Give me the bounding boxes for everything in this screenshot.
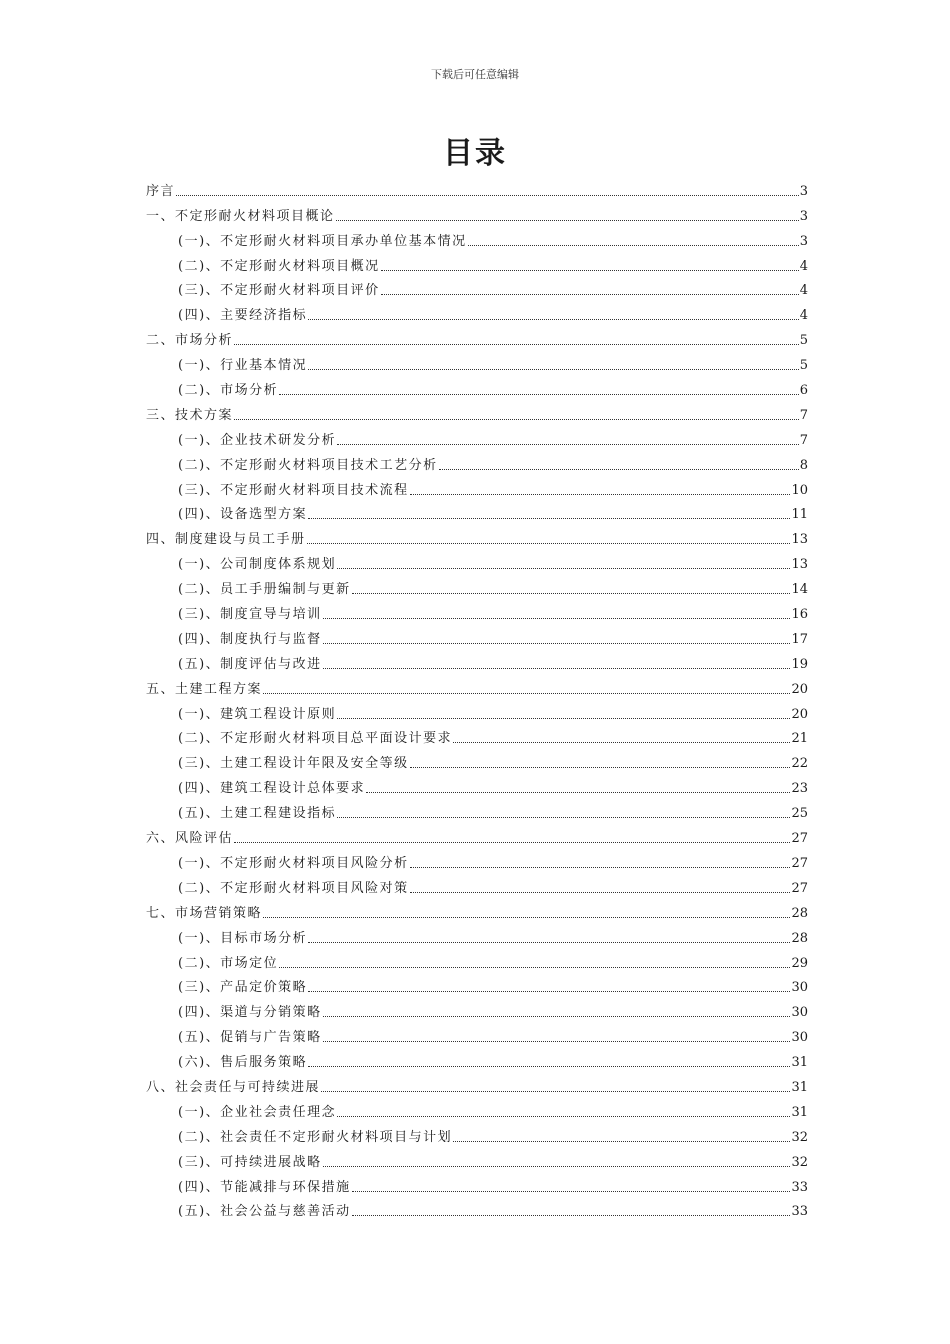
toc-entry[interactable] (146, 424, 808, 449)
toc-page-number: 4 (799, 258, 808, 274)
toc-page-number: 5 (799, 333, 808, 349)
toc-dot-leader (263, 693, 790, 694)
page-title: 目录 (443, 136, 507, 171)
toc-page-number: 33 (791, 1204, 808, 1220)
toc-page-number: 27 (791, 831, 808, 847)
toc-page-number: 28 (791, 905, 808, 921)
toc-entry[interactable] (146, 573, 808, 598)
toc-entry[interactable] (146, 474, 808, 499)
toc-page-number: 30 (791, 1030, 808, 1046)
toc-dot-leader (323, 618, 791, 619)
toc-dot-leader (381, 270, 799, 271)
toc-entry-text: (二)、不定形耐火材料项目总平面设计要求 (178, 731, 453, 747)
toc-entry[interactable] (146, 598, 808, 623)
toc-dot-leader (307, 543, 791, 544)
toc-dot-leader (352, 1215, 791, 1216)
toc-entry-text: 七、市场营销策略 (146, 905, 263, 921)
toc-entry[interactable] (146, 922, 808, 947)
toc-entry-text: (二)、市场分析 (178, 383, 279, 399)
toc-entry[interactable] (146, 548, 808, 573)
toc-dot-leader (308, 991, 790, 992)
toc-dot-leader (308, 518, 790, 519)
toc-entry-text: 二、市场分析 (146, 333, 234, 349)
toc-entry-text: (一)、目标市场分析 (178, 930, 308, 946)
toc-entry[interactable] (146, 299, 808, 324)
toc-entry[interactable] (146, 374, 808, 399)
toc-entry-text: (三)、不定形耐火材料项目评价 (178, 283, 380, 299)
toc-entry-text: (三)、土建工程设计年限及安全等级 (178, 756, 409, 772)
toc-page-number: 20 (791, 706, 808, 722)
toc-dot-leader (263, 917, 790, 918)
toc-page-number: 5 (799, 358, 808, 374)
toc-dot-leader (337, 817, 790, 818)
toc-dot-leader (234, 419, 799, 420)
toc-dot-leader (308, 942, 790, 943)
toc-entry[interactable] (146, 1196, 808, 1221)
toc-entry-text: (三)、产品定价策略 (178, 980, 308, 996)
toc-entry[interactable] (146, 847, 808, 872)
toc-dot-leader (410, 867, 791, 868)
toc-page-number: 31 (791, 1079, 808, 1095)
toc-entry-text: (四)、建筑工程设计总体要求 (178, 781, 366, 797)
toc-page-number: 31 (791, 1104, 808, 1120)
toc-dot-leader (410, 767, 791, 768)
toc-dot-leader (323, 643, 791, 644)
toc-entry-text: (二)、市场定位 (178, 955, 279, 971)
toc-entry[interactable] (146, 1146, 808, 1171)
toc-page-number: 21 (791, 731, 808, 747)
toc-entry-text: (三)、不定形耐火材料项目技术流程 (178, 482, 409, 498)
toc-entry[interactable] (146, 349, 808, 374)
toc-page-number: 3 (799, 208, 808, 224)
toc-dot-leader (410, 892, 791, 893)
header-note: 下载后可任意编辑 (431, 68, 519, 81)
toc-entry-text: 八、社会责任与可持续进展 (146, 1079, 321, 1095)
toc-entry[interactable] (146, 947, 808, 972)
toc-entry-text: (二)、员工手册编制与更新 (178, 582, 351, 598)
toc-dot-leader (234, 842, 790, 843)
toc-entry[interactable] (146, 250, 808, 275)
toc-entry-text: (一)、公司制度体系规划 (178, 557, 337, 573)
toc-page-number: 6 (799, 383, 808, 399)
toc-dot-leader (337, 1116, 790, 1117)
toc-dot-leader (439, 469, 799, 470)
toc-dot-leader (352, 1191, 791, 1192)
toc-dot-leader (410, 494, 791, 495)
toc-entry[interactable] (146, 698, 808, 723)
toc-entry[interactable] (146, 772, 808, 797)
toc-entry-text: (四)、渠道与分销策略 (178, 1005, 322, 1021)
toc-entry-text: (三)、制度宣导与培训 (178, 607, 322, 623)
toc-entry[interactable] (146, 324, 808, 349)
toc-dot-leader (279, 967, 790, 968)
toc-entry[interactable] (146, 723, 808, 748)
toc-page-number: 3 (799, 233, 808, 249)
toc-entry-text: 四、制度建设与员工手册 (146, 532, 306, 548)
toc-dot-leader (337, 444, 799, 445)
toc-page-number: 14 (791, 582, 808, 598)
toc-page-number: 19 (791, 656, 808, 672)
toc-page-number: 7 (799, 432, 808, 448)
toc-entry[interactable] (146, 1171, 808, 1196)
toc-page-number: 31 (791, 1055, 808, 1071)
toc-page-number: 27 (791, 880, 808, 896)
toc-dot-leader (321, 1091, 790, 1092)
toc-entry-text: (四)、节能减排与环保措施 (178, 1179, 351, 1195)
toc-entry-text: 三、技术方案 (146, 407, 234, 423)
toc-dot-leader (337, 568, 790, 569)
toc-dot-leader (308, 369, 799, 370)
toc-entry[interactable] (146, 225, 808, 250)
toc-entry[interactable] (146, 897, 808, 922)
toc-entry[interactable] (146, 449, 808, 474)
toc-entry[interactable] (146, 499, 808, 524)
toc-dot-leader (381, 294, 799, 295)
toc-dot-leader (308, 319, 799, 320)
toc-entry-text: (六)、售后服务策略 (178, 1055, 308, 1071)
toc-entry[interactable] (146, 275, 808, 300)
toc-page-number: 29 (791, 955, 808, 971)
toc-dot-leader (366, 792, 790, 793)
toc-entry-text: (五)、制度评估与改进 (178, 656, 322, 672)
toc-page-number: 33 (791, 1179, 808, 1195)
toc-page-number: 16 (791, 607, 808, 623)
toc-dot-leader (453, 1141, 790, 1142)
toc-page-number: 32 (791, 1154, 808, 1170)
toc-entry-text: (二)、不定形耐火材料项目风险对策 (178, 880, 409, 896)
toc-entry[interactable] (146, 648, 808, 673)
toc-entry-text: (一)、行业基本情况 (178, 358, 308, 374)
toc-entry[interactable] (146, 872, 808, 897)
toc-dot-leader (352, 593, 791, 594)
toc-entry[interactable] (146, 1071, 808, 1096)
toc-entry[interactable] (146, 972, 808, 997)
toc-entry[interactable] (146, 523, 808, 548)
toc-page-number: 30 (791, 980, 808, 996)
toc-page-number: 17 (791, 631, 808, 647)
toc-entry-text: 序言 (146, 183, 176, 199)
toc-dot-leader (336, 220, 799, 221)
toc-entry-text: 五、土建工程方案 (146, 681, 263, 697)
toc-entry[interactable] (146, 175, 808, 200)
toc-page-number: 4 (799, 308, 808, 324)
toc-dot-leader (468, 245, 799, 246)
toc-entry-text: (五)、土建工程建设指标 (178, 806, 337, 822)
toc-page-number: 20 (791, 681, 808, 697)
table-of-contents (146, 175, 808, 1220)
toc-dot-leader (176, 195, 799, 196)
toc-entry-text: (一)、企业社会责任理念 (178, 1104, 337, 1120)
toc-entry-text: (二)、不定形耐火材料项目概况 (178, 258, 380, 274)
toc-page-number: 13 (791, 557, 808, 573)
toc-entry[interactable] (146, 822, 808, 847)
toc-page-number: 22 (791, 756, 808, 772)
toc-dot-leader (337, 718, 790, 719)
toc-entry-text: (四)、主要经济指标 (178, 308, 308, 324)
toc-entry[interactable] (146, 623, 808, 648)
toc-entry-text: (二)、社会责任不定形耐火材料项目与计划 (178, 1129, 453, 1145)
toc-entry-text: (三)、可持续进展战略 (178, 1154, 322, 1170)
toc-page-number: 10 (791, 482, 808, 498)
toc-entry-text: (四)、设备选型方案 (178, 507, 308, 523)
toc-page-number: 23 (791, 781, 808, 797)
toc-entry[interactable] (146, 1096, 808, 1121)
toc-entry-text: 一、不定形耐火材料项目概论 (146, 208, 335, 224)
toc-entry[interactable] (146, 996, 808, 1021)
toc-dot-leader (453, 742, 790, 743)
toc-page-number: 3 (799, 183, 808, 199)
toc-dot-leader (308, 1066, 790, 1067)
toc-page-number: 11 (791, 507, 808, 523)
toc-entry[interactable] (146, 797, 808, 822)
toc-page-number: 27 (791, 855, 808, 871)
toc-entry-text: (一)、不定形耐火材料项目承办单位基本情况 (178, 233, 467, 249)
toc-entry[interactable] (146, 747, 808, 772)
toc-dot-leader (323, 668, 791, 669)
toc-dot-leader (279, 394, 799, 395)
toc-page-number: 13 (791, 532, 808, 548)
toc-entry[interactable] (146, 200, 808, 225)
toc-entry[interactable] (146, 673, 808, 698)
toc-entry-text: (五)、社会公益与慈善活动 (178, 1204, 351, 1220)
toc-dot-leader (323, 1016, 791, 1017)
toc-entry-text: (四)、制度执行与监督 (178, 631, 322, 647)
toc-page-number: 7 (799, 407, 808, 423)
toc-page-number: 32 (791, 1129, 808, 1145)
toc-entry[interactable] (146, 399, 808, 424)
toc-entry-text: (二)、不定形耐火材料项目技术工艺分析 (178, 457, 438, 473)
toc-page-number: 8 (799, 457, 808, 473)
toc-dot-leader (323, 1166, 791, 1167)
toc-page-number: 28 (791, 930, 808, 946)
toc-entry-text: 六、风险评估 (146, 831, 234, 847)
toc-entry-text: (一)、建筑工程设计原则 (178, 706, 337, 722)
toc-entry[interactable] (146, 1121, 808, 1146)
toc-entry-text: (一)、企业技术研发分析 (178, 432, 337, 448)
toc-entry-text: (一)、不定形耐火材料项目风险分析 (178, 855, 409, 871)
toc-page-number: 30 (791, 1005, 808, 1021)
toc-page-number: 25 (791, 806, 808, 822)
toc-dot-leader (234, 344, 799, 345)
toc-dot-leader (323, 1041, 791, 1042)
toc-page-number: 4 (799, 283, 808, 299)
toc-entry-text: (五)、促销与广告策略 (178, 1030, 322, 1046)
toc-entry[interactable] (146, 1046, 808, 1071)
toc-entry[interactable] (146, 1021, 808, 1046)
